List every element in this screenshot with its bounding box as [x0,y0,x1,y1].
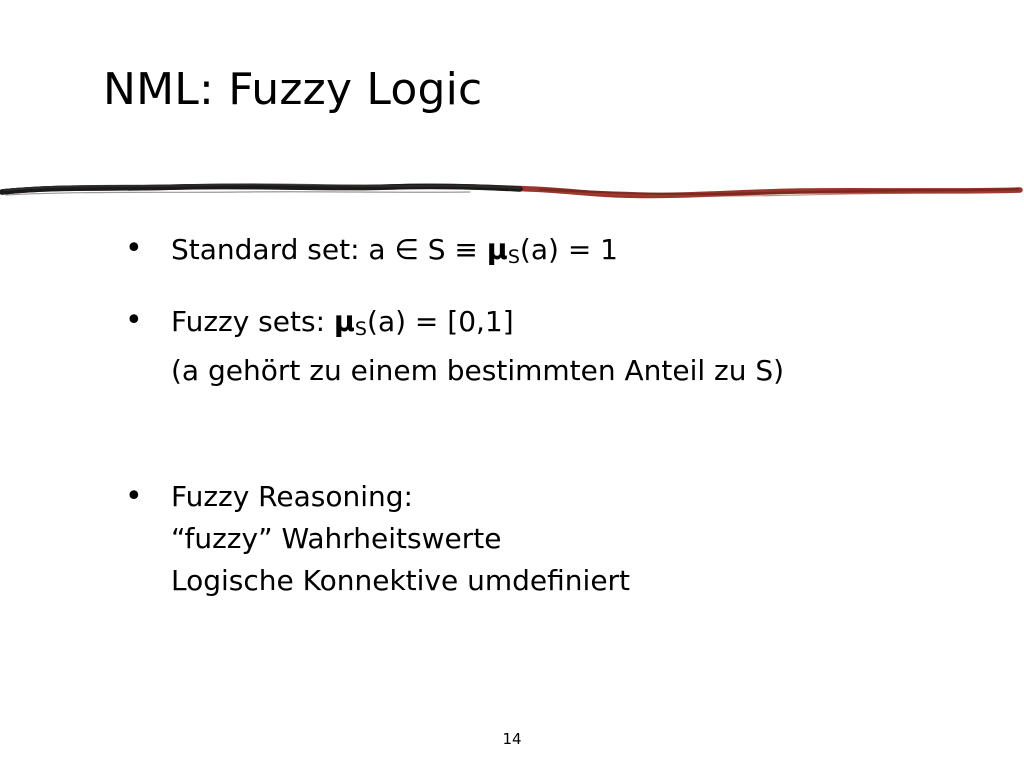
list-item-text [171,476,985,602]
list-item-text [171,228,985,278]
bullet-icon: • [125,479,143,515]
text-line: (a gehört zu einem bestimmten Anteil zu S) [171,354,785,388]
bullet-icon: • [125,303,143,339]
text-line: Fuzzy sets: $\mu_S(a) = [0,1]$ [171,304,514,341]
list-item [125,476,985,602]
text-line: Fuzzy Reasoning: [171,480,413,514]
page-title: NML: Fuzzy Logic [103,64,483,115]
text-line: Logische Konnektive umdefiniert [171,564,631,598]
spacer [125,278,985,300]
brush-stroke-divider [0,170,1024,210]
bullet-icon: • [125,231,143,266]
spacer [125,392,985,476]
text-line: Standard set: a ∈ $S \equiv \mu_S(a) = 1$ [171,232,618,269]
bullet-list [125,228,985,602]
list-item-text [171,300,985,392]
page-number: 14 [502,730,522,748]
list-item [125,228,985,278]
text-line: “fuzzy” Wahrheitswerte [171,522,502,556]
list-item [125,300,985,392]
